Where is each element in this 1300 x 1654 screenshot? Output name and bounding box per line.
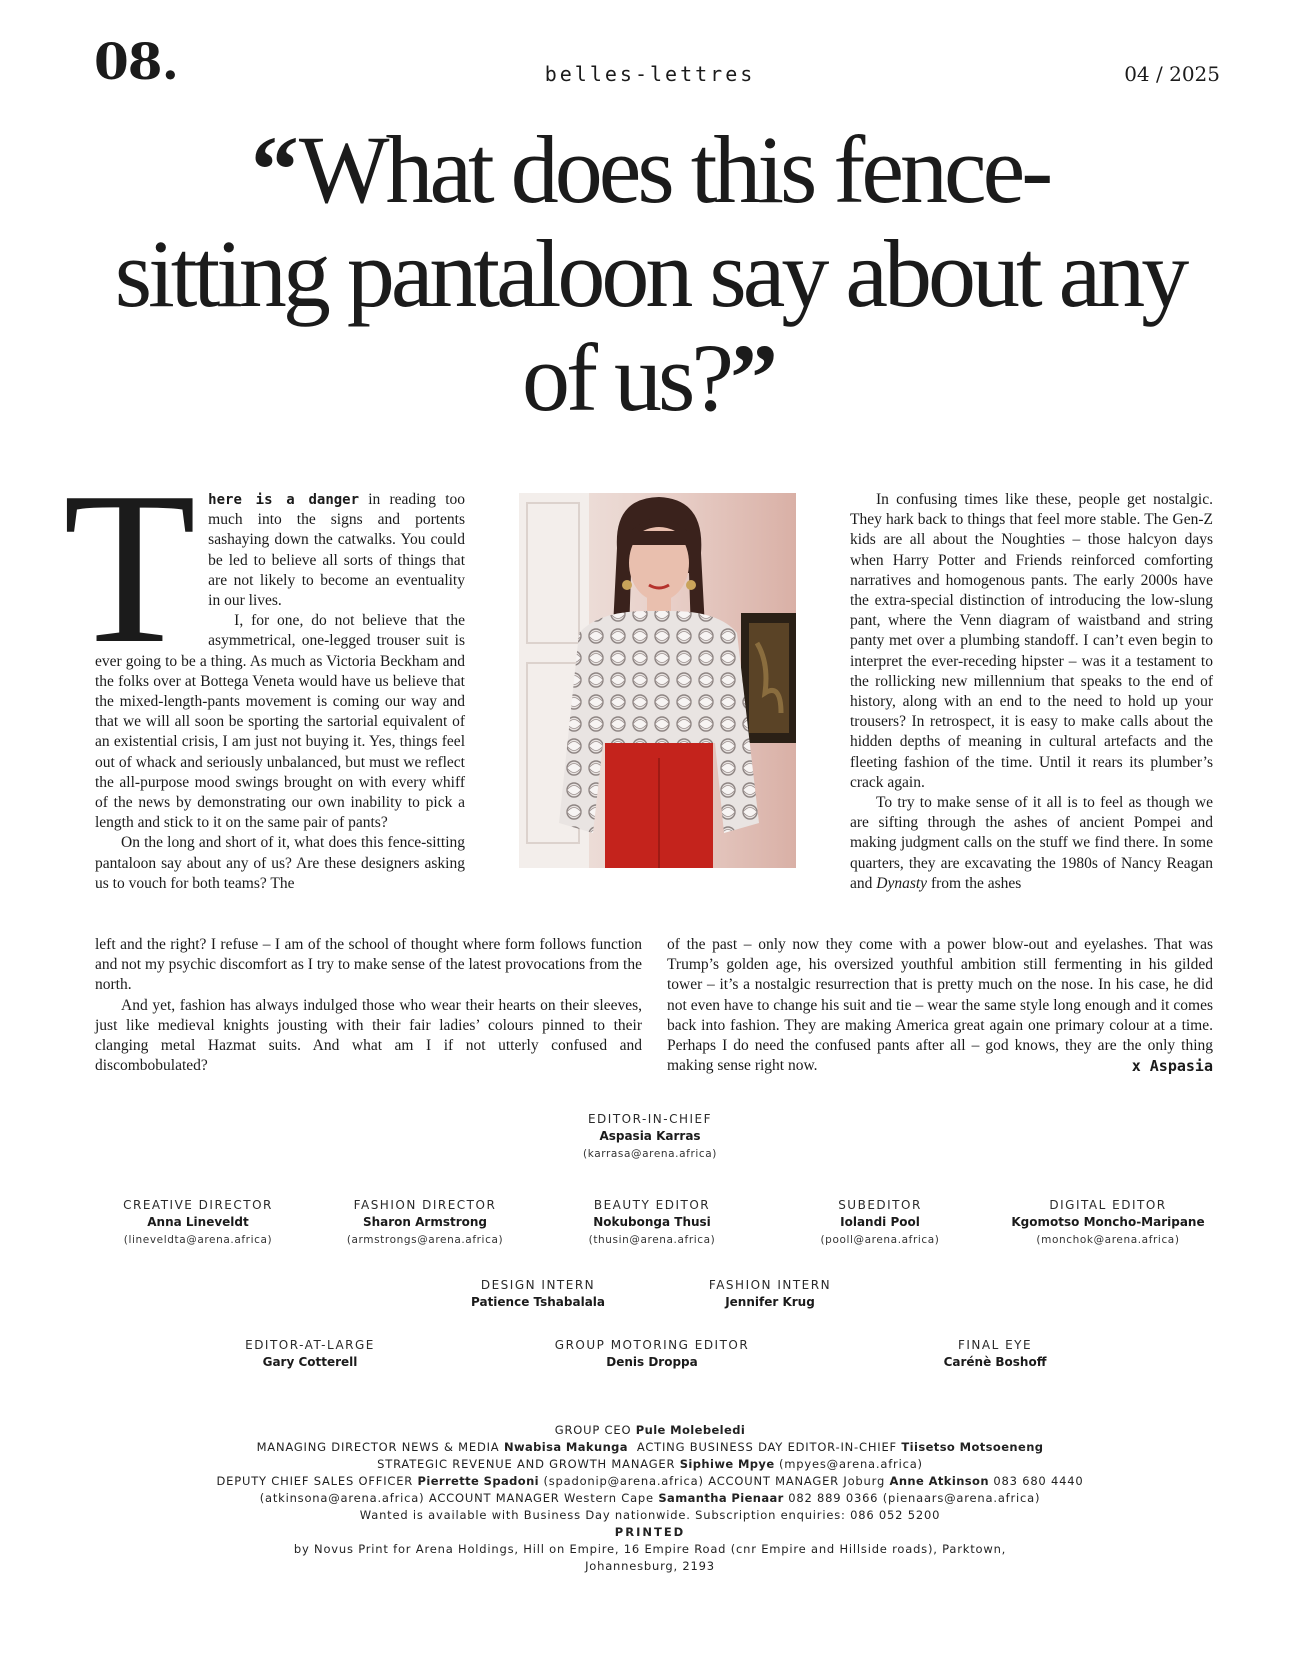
credit-beauty-editor: BEAUTY EDITOR Nokubonga Thusi (thusin@arena.africa): [588, 1198, 716, 1246]
article-column-left: [63, 448, 465, 894]
article-paragraph: In confusing times like these, people get nostalgic. They hark back to things that feel more stable. The Gen-Z kids are all about the Noughties – those halcyon days when Harry Potter and Friends reinforced comforting narratives and homogenous pants. The early 2000s have the extra-special distinction of introducing the low-slung pant, where the Venn diagram of waistband and string panty met over a plumbing standoff. I can’t even begin to interpret the ever-receding hipster – was it a testament to the rollicking new millennium that speaks to the end of history, along with an end to the need to hold up your trousers? In retrospect, it is easy to make calls about the hidden depths of meaning in cultural artefacts and the fleeting fashion of the time. Until it rears its plumber’s crack again.: [850, 491, 1213, 791]
credit-fashion-intern: FASHION INTERN Jennifer Krug: [708, 1278, 832, 1309]
credit-subeditor: SUBEDITOR Iolandi Pool (pooll@arena.africa): [820, 1198, 940, 1246]
article-paragraph: To try to make sense of it all is to feel as though we are sifting through the ashes of ancient Pompei and making judgment calls on the stuff we find there. In some quarters, they are excavating the 1980s of Nancy Reagan and Dynasty from the ashes: [850, 794, 1213, 892]
imprint-printer-address: by Novus Print for Arena Holdings, Hill on Empire, 16 Empire Road (cnr Empire and Hillside roads), Parktown,: [293, 1542, 1007, 1556]
imprint-printed-label: PRINTED: [614, 1525, 686, 1539]
imprint-availability: Wanted is available with Business Day nationwide. Subscription enquiries: 086 052 5200: [359, 1508, 941, 1522]
article-paragraph: left and the right? I refuse – I am of the school of thought where form follows function and not my psychic discomfort as I try to make sense of the latest provocations from the north.: [95, 936, 642, 994]
imprint-sales: DEPUTY CHIEF SALES OFFICER Pierrette Spadoni (spadonip@arena.africa) ACCOUNT MANAGER Joburg Anne Atkinson 083 680 4440: [216, 1474, 1084, 1488]
open-quote-mark: “: [250, 116, 299, 223]
article-continuation-left: [95, 935, 642, 1076]
credit-final-eye: FINAL EYE Carénè Boshoff: [943, 1338, 1047, 1369]
page-number: 08.: [94, 32, 178, 91]
headline-line-3: of us?”: [522, 324, 778, 431]
article-paragraph: I, for one, do not believe that the asymmetrical, one-legged trouser suit is ever going to be a thing. As much as Victoria Beckham and the folks over at Bottega Veneta would have us believe that the mixed-length-pants movement is coming our way and that we will all soon be sporting the sartorial equivalent of an existential crisis, I am just not buying it. Yes, things feel out of whack and seriously unbalanced, but must we reflect the all-purpose mood swings brought on with every whiff of the news by demonstrating our own inability to pick a length and stick to it on the same pair of pants?: [95, 612, 465, 832]
headline-line-1: “What does this fence-: [250, 116, 1050, 223]
imprint-printer-city: Johannesburg, 2193: [585, 1559, 715, 1573]
imprint-accounts: (atkinsona@arena.africa) ACCOUNT MANAGER Western Cape Samantha Pienaar 082 889 0366 (pienaars@arena.africa): [259, 1491, 1041, 1505]
imprint-strategy: STRATEGIC REVENUE AND GROWTH MANAGER Siphiwe Mpye (mpyes@arena.africa): [377, 1457, 923, 1471]
article-continuation-right: [667, 935, 1213, 1076]
article-paragraph: here is a danger in reading too much into the signs and portents sashaying down the catwalks. You could be led to believe all sorts of things that are not likely to become an eventuality in our lives.: [208, 491, 465, 610]
credit-motoring-editor: GROUP MOTORING EDITOR Denis Droppa: [554, 1338, 750, 1369]
section-name: belles-lettres: [544, 62, 756, 86]
credit-editor-in-chief: EDITOR-IN-CHIEF Aspasia Karras (karrasa@arena.africa): [583, 1112, 717, 1160]
article-column-right: [850, 490, 1213, 894]
credit-design-intern: DESIGN INTERN Patience Tshabalala: [470, 1278, 606, 1309]
credit-digital-editor: DIGITAL EDITOR Kgomotso Moncho-Maripane (monchok@arena.africa): [1011, 1198, 1205, 1246]
close-quote-mark: ”: [729, 324, 778, 431]
credit-creative-director: CREATIVE DIRECTOR Anna Lineveldt (lineveldta@arena.africa): [123, 1198, 273, 1246]
credit-fashion-director: FASHION DIRECTOR Sharon Armstrong (armstrongs@arena.africa): [346, 1198, 504, 1246]
imprint-ceo: GROUP CEO Pule Molebeledi: [554, 1423, 746, 1437]
issue-date: 04 / 2025: [1124, 62, 1220, 86]
article-paragraph: of the past – only now they come with a power blow-out and eyelashes. That was Trump’s golden age, his oversized youthful ambition still fermenting in his gilded tower – it’s a nostalgic resurrection that is pretty much on the nose. In his case, he did not even have to change his suit and tie – wear the same style long enough and it comes back into fashion. They are making America great again one primary colour at a time. Perhaps I do need the confused pants after all – god knows, they are the only thing making sense right now. x Aspasia: [667, 936, 1213, 1076]
headline-line-2: sitting pantaloon say about any: [114, 220, 1186, 327]
drop-cap: T: [63, 448, 197, 689]
credit-editor-at-large: EDITOR-AT-LARGE Gary Cotterell: [245, 1338, 375, 1369]
lead-in: here is a danger: [208, 492, 360, 508]
signoff: x Aspasia: [1131, 1057, 1213, 1076]
imprint: [0, 1422, 1300, 1575]
author-photo: [519, 493, 796, 868]
show-title: Dynasty: [876, 874, 928, 892]
article-paragraph: And yet, fashion has always indulged those who wear their hearts on their sleeves, just like medieval knights jousting with their fair ladies’ colours pinned to their clanging metal Hazmat suits. And what am I if not utterly confused and discombobulated?: [95, 996, 642, 1075]
headline-quote: [60, 118, 1240, 430]
imprint-management: MANAGING DIRECTOR NEWS & MEDIA Nwabisa Makunga ACTING BUSINESS DAY EDITOR-IN-CHIEF Tiisetso Motsoeneng: [256, 1440, 1044, 1454]
article-paragraph: On the long and short of it, what does this fence-sitting pantaloon say about any of us? Are these designers asking us to vouch for both teams? The: [95, 834, 465, 892]
